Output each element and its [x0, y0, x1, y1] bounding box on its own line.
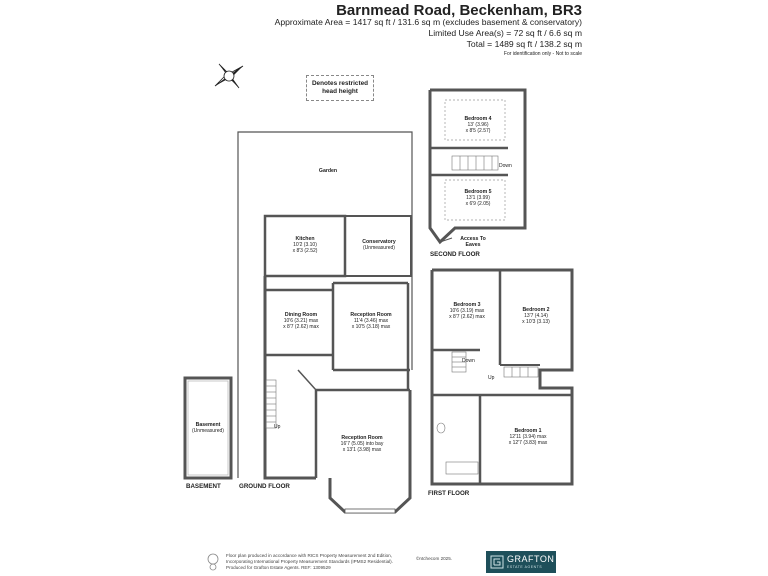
- reception-room-back-label: [336, 312, 406, 330]
- room-dimension: 10'6 (3.21) max: [283, 318, 319, 324]
- room-name: Dining Room: [284, 312, 318, 318]
- conservatory-label: [350, 239, 408, 251]
- room-name: Reception Room: [350, 312, 392, 318]
- footer-line-2: Incorporating International Property Measurement Standards (IPMS2 Residential).: [226, 559, 393, 564]
- bedroom-4-label: [448, 116, 508, 134]
- room-name: Bedroom 4: [464, 116, 492, 122]
- copyright: ©ntchecom 2025.: [416, 556, 453, 561]
- bedroom-1-label: [496, 428, 560, 446]
- kitchen-label: [276, 236, 334, 254]
- stair-up-first: Up: [488, 375, 495, 381]
- room-name: Conservatory: [362, 239, 396, 245]
- room-name: Garden: [318, 168, 338, 174]
- dining-room-label: [270, 312, 332, 330]
- room-name: Reception Room: [341, 435, 383, 441]
- room-dimension: (Unmeasured): [192, 428, 224, 434]
- room-name: Bedroom 5: [464, 189, 492, 195]
- toilet-icon: [437, 423, 445, 433]
- room-name: Bedroom 3: [453, 302, 481, 308]
- stair-down-second: Down: [499, 163, 512, 169]
- legend-line-1: Denotes restricted: [311, 80, 369, 87]
- room-name: Bedroom 2: [522, 307, 550, 313]
- room-dimension: 13'1 (3.99): [466, 195, 490, 201]
- room-dimension: x 10'3 (3.13): [522, 319, 550, 325]
- floor-label-second: SECOND FLOOR: [430, 251, 480, 258]
- room-dimension: x 8'7 (2.62) max: [283, 324, 319, 330]
- floor-label-ground: GROUND FLOOR: [239, 483, 290, 490]
- ground-floor-stairs: [266, 380, 276, 428]
- basement-label: [186, 422, 230, 434]
- room-name: Kitchen: [295, 236, 315, 242]
- room-dimension: 12'11 (3.94) max: [509, 434, 547, 440]
- page-title: Barnmead Road, Beckenham, BR3: [336, 2, 582, 19]
- eaves-line-2: Eaves: [465, 242, 481, 248]
- room-dimension: x 8'5 (2.57): [465, 128, 491, 134]
- room-dimension: 16'7 (5.05) into bay: [340, 441, 384, 447]
- room-dimension: 13'7 (4.14): [524, 313, 548, 319]
- compass-icon: [215, 64, 243, 88]
- room-dimension: x 12'7 (3.83) max: [508, 440, 548, 446]
- room-dimension: 13' (3.96): [467, 122, 489, 128]
- floor-label-first: FIRST FLOOR: [428, 490, 470, 497]
- total-area: Total = 1489 sq ft / 138.2 sq m: [466, 39, 582, 49]
- room-dimension: 11'4 (3.46) max: [353, 318, 389, 324]
- floor-label-basement: BASEMENT: [186, 483, 221, 490]
- room-dimension: x 13'1 (3.98) max: [342, 447, 382, 453]
- logo-subtext: ESTATE AGENTS: [507, 565, 543, 569]
- grafton-logo: [486, 551, 556, 573]
- bedroom-2-label: [504, 307, 568, 325]
- second-floor-stairs: [452, 156, 498, 170]
- footer-notes: [226, 553, 393, 571]
- garden-label: [308, 168, 348, 174]
- room-name: Bedroom 1: [514, 428, 542, 434]
- room-name: Basement: [195, 422, 221, 428]
- grafton-logo-icon: [490, 555, 504, 569]
- reception-room-front-label: [320, 435, 404, 453]
- stair-down-first: Down: [462, 358, 475, 364]
- bath-icon: [446, 462, 478, 474]
- room-dimension: (Unmeasured): [363, 245, 395, 251]
- room-dimension: x 8'7 (2.62) max: [449, 314, 485, 320]
- disclaimer: For identification only - Not to scale: [503, 51, 582, 57]
- footer-line-1: Floor plan produced in accordance with RICS Property Measurement 2nd Edition,: [226, 553, 392, 558]
- room-dimension: 10'2 (3.10): [293, 242, 317, 248]
- eaves-access-label: [448, 236, 498, 248]
- room-dimension: x 10'5 (3.18) max: [351, 324, 391, 330]
- room-dimension: x 6'9 (2.05): [465, 201, 491, 207]
- room-dimension: x 8'3 (2.52): [292, 248, 318, 254]
- logo-text: GRAFTON: [507, 554, 555, 564]
- legend-line-2: head height: [322, 88, 358, 95]
- limited-use-area: Limited Use Area(s) = 72 sq ft / 6.6 sq m: [428, 28, 582, 38]
- stair-up-ground: Up: [274, 424, 281, 430]
- bedroom-5-label: [448, 189, 508, 207]
- room-dimension: 10'6 (3.19) max: [449, 308, 485, 314]
- approx-area: Approximate Area = 1417 sq ft / 131.6 sq m (excludes basement & conservatory): [274, 17, 582, 27]
- eaves-line-1: Access To: [460, 236, 486, 242]
- footer-line-3: Produced for Grafton Estate Agents. REF: 1309529: [226, 565, 331, 570]
- bedroom-3-label: [436, 302, 498, 320]
- rics-badge-icon: [206, 553, 220, 571]
